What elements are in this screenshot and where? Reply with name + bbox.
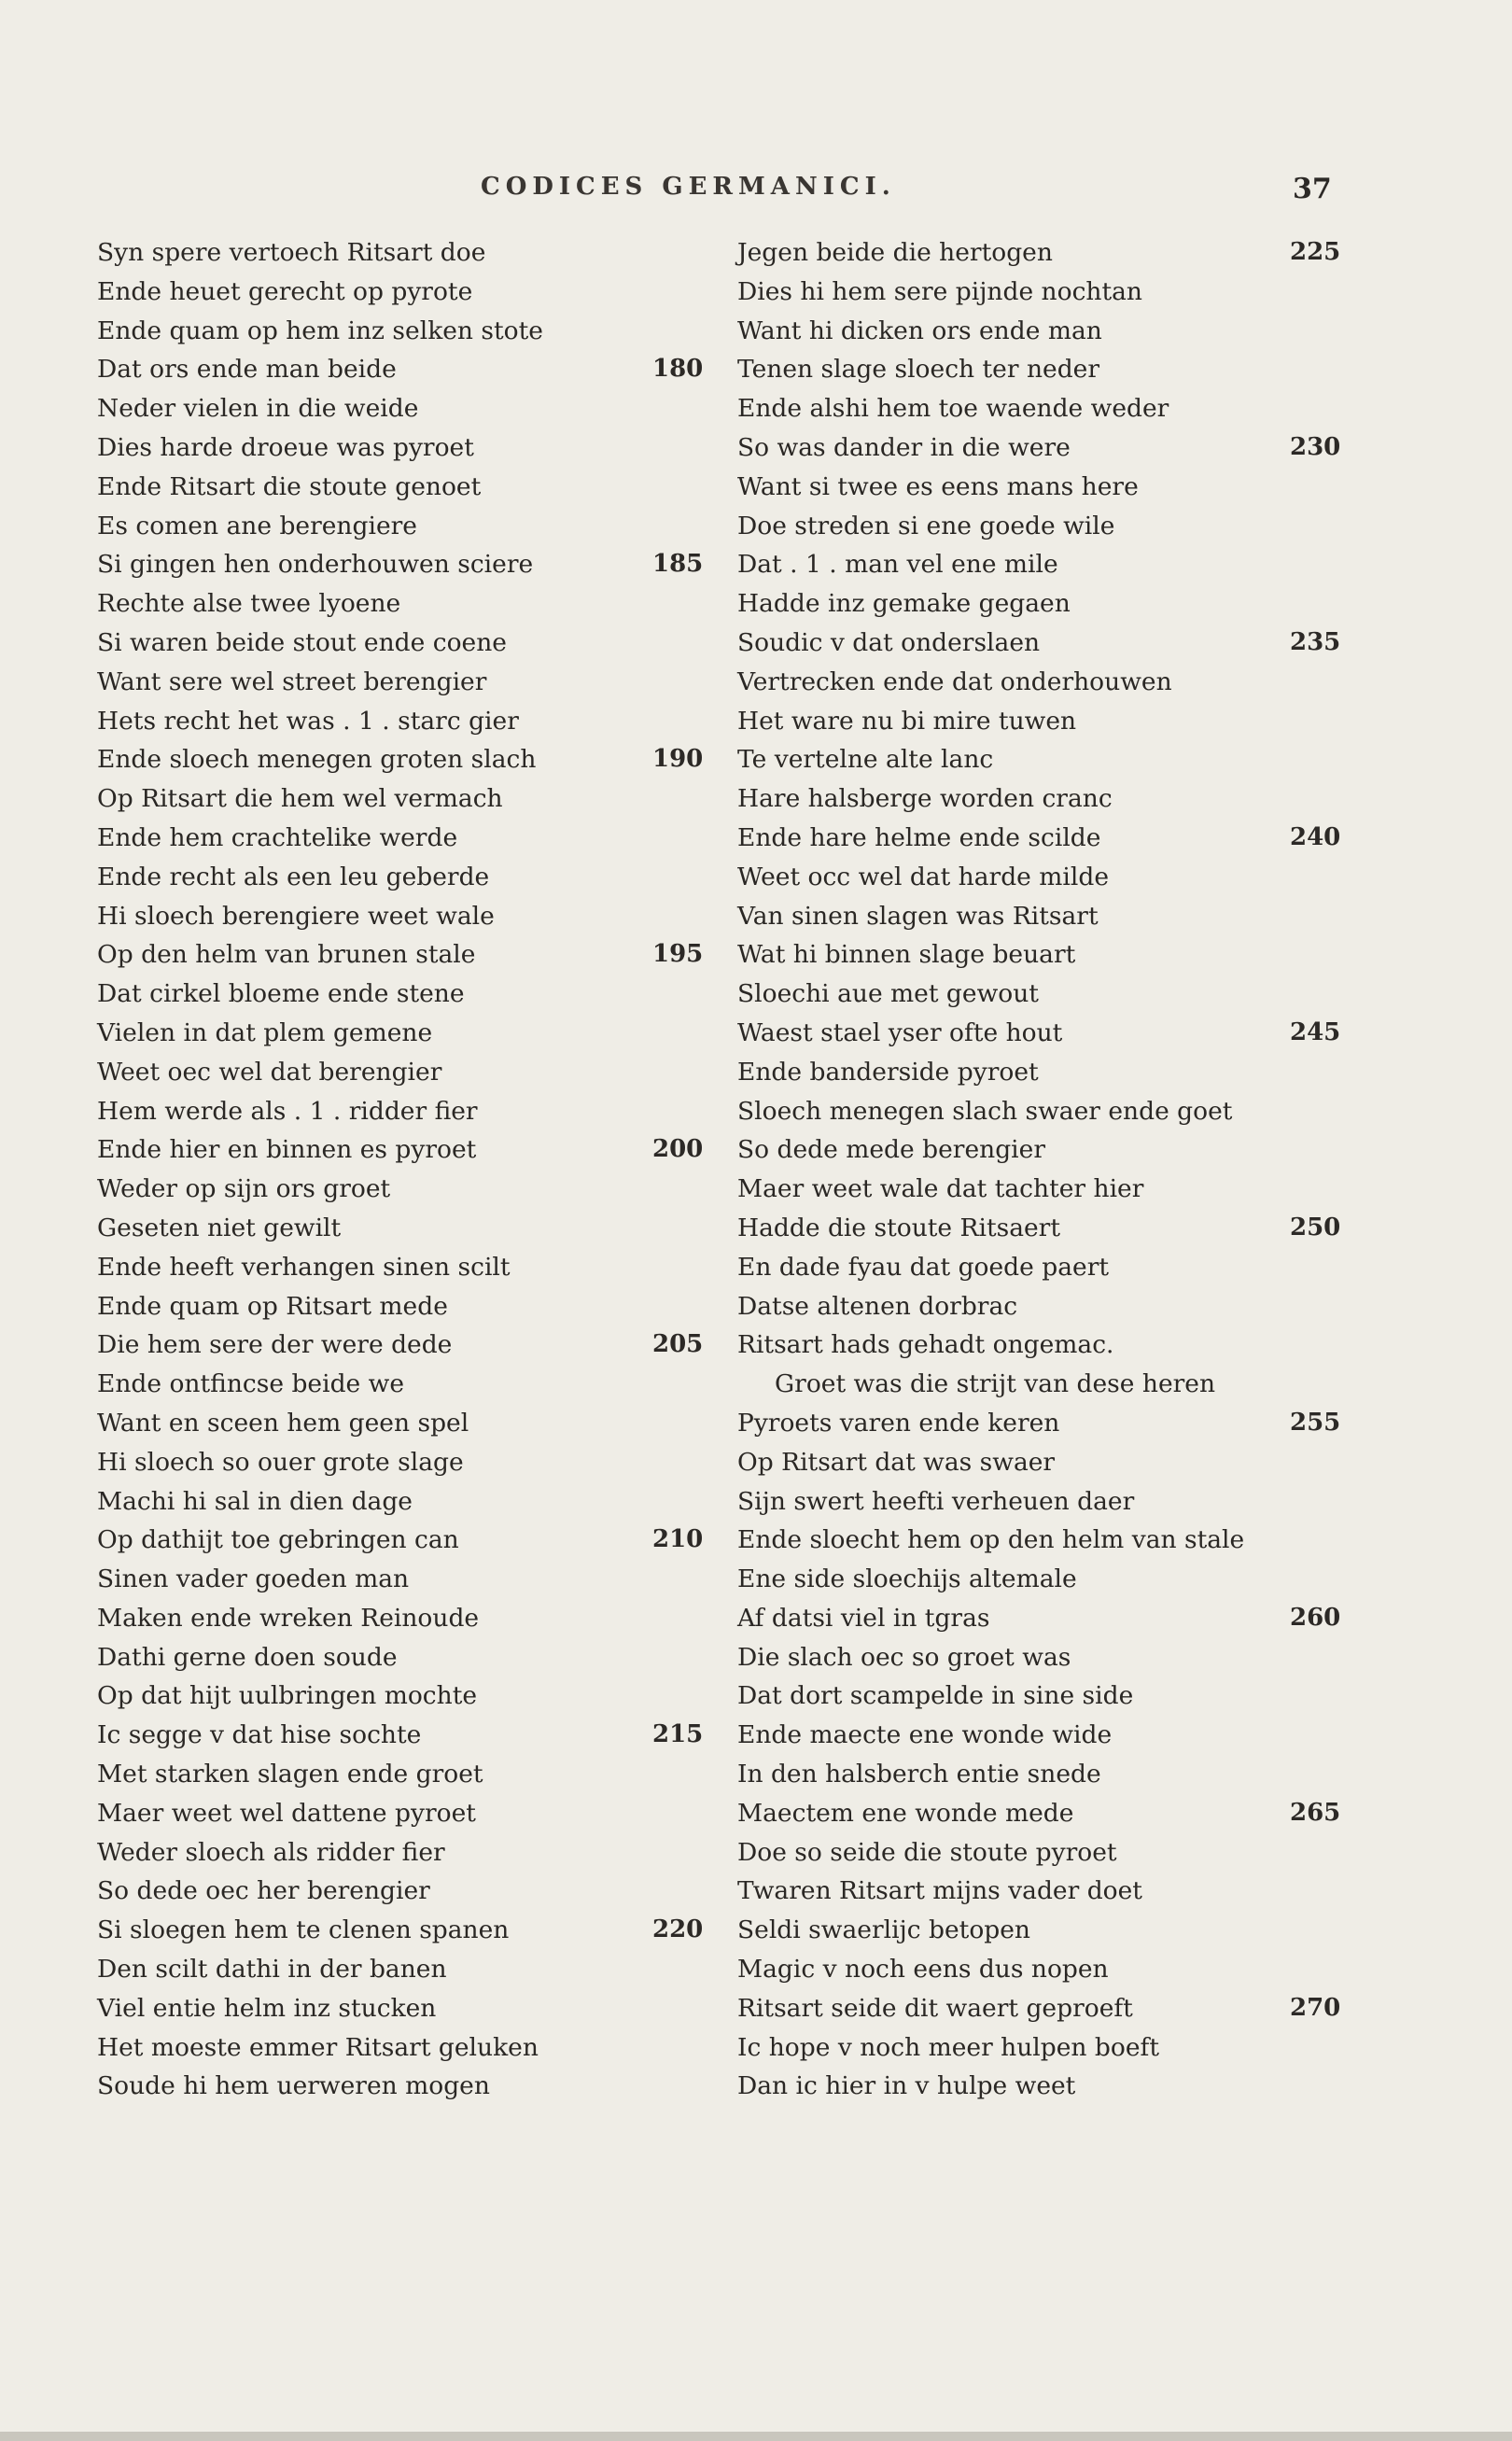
verse-line	[97, 1872, 722, 1911]
verse-line	[97, 1130, 722, 1170]
left-verse-column	[97, 233, 722, 2106]
verse-text: Weder op sijn ors groet	[97, 1174, 391, 1204]
verse-text: Want si twee es eens mans here	[737, 471, 1139, 501]
verse-line	[97, 507, 722, 546]
verse-text: Dat ors ende man beide	[97, 355, 397, 385]
verse-line	[737, 1833, 1372, 1873]
verse-text: Hets recht het was . 1 . starc gier	[97, 706, 519, 736]
verse-text: Ic segge v dat hise sochte	[97, 1720, 422, 1750]
verse-line	[97, 1950, 722, 1989]
verse-text: Op dathijt toe gebringen can	[97, 1525, 459, 1555]
verse-line	[737, 1599, 1372, 1638]
line-number: 260	[1290, 1603, 1341, 1632]
verse-line	[737, 975, 1372, 1014]
verse-line	[97, 935, 722, 975]
verse-text: Dat . 1 . man vel ene mile	[737, 550, 1058, 580]
verse-text: Vertrecken ende dat onderhouwen	[737, 666, 1172, 696]
verse-text: Hi sloech berengiere weet wale	[97, 901, 495, 931]
verse-text: Ritsart seide dit waert geproeft	[737, 1993, 1133, 2023]
verse-text: Es comen ane berengiere	[97, 511, 417, 540]
running-head	[0, 173, 1512, 210]
verse-text: Pyroets varen ende keren	[737, 1408, 1060, 1438]
verse-text: Neder vielen in die weide	[97, 394, 419, 424]
verse-line	[737, 507, 1372, 546]
verse-text: Maer weet wel dattene pyroet	[97, 1798, 476, 1828]
page-number: 37	[1293, 173, 1332, 205]
verse-text: Weder sloech als ridder fier	[97, 1837, 445, 1867]
verse-text: Si sloegen hem te clenen spanen	[97, 1915, 510, 1945]
verse-text: So was dander in die were	[737, 432, 1071, 462]
verse-text: Ende ontfincse beide we	[97, 1369, 404, 1399]
verse-line	[97, 897, 722, 936]
verse-line	[97, 1716, 722, 1755]
verse-text: Hem werde als . 1 . ridder fier	[97, 1096, 478, 1126]
verse-text: Ende recht als een leu geberde	[97, 862, 490, 891]
verse-text: Magic v noch eens dus nopen	[737, 1955, 1109, 1985]
line-number: 180	[652, 355, 704, 384]
verse-text: Ritsart hads gehadt ongemac.	[737, 1330, 1114, 1360]
line-number: 270	[1290, 1993, 1341, 2022]
verse-line	[737, 858, 1372, 897]
verse-line	[97, 1209, 722, 1248]
verse-text: Syn spere vertoech Ritsart doe	[97, 238, 486, 267]
verse-line	[737, 1014, 1372, 1053]
verse-line	[97, 545, 722, 584]
verse-text: Hare halsberge worden cranc	[737, 784, 1113, 814]
verse-line	[97, 2067, 722, 2106]
verse-line	[97, 1248, 722, 1287]
verse-text: Groet was die strijt van dese heren	[775, 1369, 1216, 1399]
verse-line	[737, 702, 1372, 741]
verse-text: Doe streden si ene goede wile	[737, 511, 1115, 540]
verse-text: Op dat hijt uulbringen mochte	[97, 1681, 478, 1711]
verse-text: Jegen beide die hertogen	[737, 238, 1053, 267]
verse-text: So dede mede berengier	[737, 1135, 1045, 1165]
line-number: 195	[652, 940, 704, 969]
verse-text: Maer weet wale dat tachter hier	[737, 1174, 1144, 1204]
verse-line	[97, 1911, 722, 1950]
verse-text: Sloechi aue met gewout	[737, 979, 1039, 1009]
verse-line	[737, 1911, 1372, 1950]
verse-text: Vielen in dat plem gemene	[97, 1017, 433, 1047]
verse-line	[737, 663, 1372, 702]
verse-text: Si waren beide stout ende coene	[97, 627, 507, 657]
verse-text: En dade fyau dat goede paert	[737, 1252, 1110, 1282]
verse-line	[737, 1248, 1372, 1287]
right-verse-column	[737, 233, 1372, 2106]
verse-text: Dat dort scampelde in sine side	[737, 1681, 1134, 1711]
verse-line	[97, 584, 722, 624]
verse-line	[97, 1599, 722, 1638]
verse-line	[737, 1950, 1372, 1989]
line-number: 210	[652, 1525, 704, 1554]
verse-line	[97, 273, 722, 312]
verse-line	[737, 428, 1372, 468]
verse-text: Geseten niet gewilt	[97, 1213, 342, 1242]
verse-text: Ende hare helme ende scilde	[737, 822, 1101, 852]
verse-text: Dan ic hier in v hulpe weet	[737, 2071, 1076, 2101]
verse-text: Ende Ritsart die stoute genoet	[97, 471, 482, 501]
verse-text: Waest stael yser ofte hout	[737, 1017, 1063, 1047]
verse-line	[97, 663, 722, 702]
verse-text: Ende sloecht hem op den helm van stale	[737, 1525, 1245, 1555]
line-number: 205	[652, 1330, 704, 1359]
line-number: 200	[652, 1135, 704, 1164]
verse-text: Ende hem crachtelike werde	[97, 822, 458, 852]
verse-text: Tenen slage sloech ter neder	[737, 355, 1100, 385]
verse-text: Te vertelne alte lanc	[737, 745, 994, 775]
line-number: 235	[1290, 627, 1341, 656]
line-number: 245	[1290, 1017, 1341, 1046]
page-bottom-edge	[0, 2432, 1512, 2441]
verse-line	[737, 1716, 1372, 1755]
line-number: 185	[652, 550, 704, 579]
verse-text: Weet occ wel dat harde milde	[737, 862, 1110, 891]
verse-text: Met starken slagen ende groet	[97, 1760, 483, 1789]
verse-text: Want sere wel street berengier	[97, 666, 487, 696]
verse-line	[97, 233, 722, 273]
verse-text: Af datsi viel in tgras	[737, 1603, 990, 1633]
verse-line	[737, 389, 1372, 428]
verse-line	[97, 1365, 722, 1404]
verse-text: Weet oec wel dat berengier	[97, 1057, 442, 1087]
verse-line	[737, 1638, 1372, 1677]
verse-text: Seldi swaerlijc betopen	[737, 1915, 1031, 1945]
verse-text: Dat cirkel bloeme ende stene	[97, 979, 465, 1009]
verse-line	[97, 1560, 722, 1599]
verse-text: Ende heuet gerecht op pyrote	[97, 276, 473, 306]
verse-line	[97, 389, 722, 428]
verse-text: Ende alshi hem toe waende weder	[737, 394, 1169, 424]
verse-text: Ene side sloechijs altemale	[737, 1564, 1077, 1594]
verse-text: Maectem ene wonde mede	[737, 1798, 1074, 1828]
verse-text: Het moeste emmer Ritsart geluken	[97, 2032, 539, 2062]
verse-text: Ende sloech menegen groten slach	[97, 745, 537, 775]
verse-line	[737, 1989, 1372, 2028]
line-number: 255	[1290, 1408, 1341, 1437]
verse-line	[737, 2028, 1372, 2068]
verse-text: Twaren Ritsart mijns vader doet	[737, 1876, 1142, 1906]
verse-line	[97, 975, 722, 1014]
verse-text: So dede oec her berengier	[97, 1876, 430, 1906]
verse-line	[737, 273, 1372, 312]
verse-line	[737, 1287, 1372, 1326]
verse-text: Sijn swert heefti verheuen daer	[737, 1486, 1135, 1516]
verse-text: Soude hi hem uerweren mogen	[97, 2071, 490, 2101]
verse-line	[737, 819, 1372, 858]
verse-line	[737, 1521, 1372, 1560]
verse-line	[97, 428, 722, 468]
verse-line	[97, 1287, 722, 1326]
verse-line	[97, 819, 722, 858]
verse-line	[737, 545, 1372, 584]
verse-text: Viel entie helm inz stucken	[97, 1993, 437, 2023]
verse-line	[737, 1053, 1372, 1092]
verse-line	[97, 1989, 722, 2028]
verse-line	[737, 897, 1372, 936]
page-title: CODICES GERMANICI.	[481, 173, 896, 201]
verse-line	[97, 624, 722, 663]
verse-line	[737, 740, 1372, 779]
verse-line	[97, 1326, 722, 1365]
line-number: 190	[652, 745, 704, 774]
verse-line	[97, 779, 722, 819]
verse-line	[737, 1092, 1372, 1131]
verse-line	[737, 2067, 1372, 2106]
verse-line	[97, 1170, 722, 1209]
verse-line	[97, 1794, 722, 1833]
line-number: 250	[1290, 1213, 1341, 1242]
verse-line	[97, 2028, 722, 2068]
line-number: 240	[1290, 822, 1341, 851]
verse-text: Ende heeft verhangen sinen scilt	[97, 1252, 511, 1282]
verse-line	[737, 312, 1372, 351]
verse-text: Ende quam op hem inz selken stote	[97, 316, 543, 345]
verse-text: Datse altenen dorbrac	[737, 1291, 1018, 1321]
verse-text: Wat hi binnen slage beuart	[737, 940, 1076, 970]
verse-text: Rechte alse twee lyoene	[97, 589, 401, 619]
verse-text: Hadde die stoute Ritsaert	[737, 1213, 1060, 1242]
verse-text: Want hi dicken ors ende man	[737, 316, 1102, 345]
verse-text: Ende banderside pyroet	[737, 1057, 1039, 1087]
verse-line	[97, 1833, 722, 1873]
verse-line	[97, 1092, 722, 1131]
verse-text: Si gingen hen onderhouwen sciere	[97, 550, 534, 580]
line-number: 215	[652, 1720, 704, 1749]
line-number: 220	[652, 1915, 704, 1944]
verse-line	[737, 1794, 1372, 1833]
verse-line	[97, 1676, 722, 1716]
verse-text: Hadde inz gemake gegaen	[737, 589, 1071, 619]
verse-text: Die hem sere der were dede	[97, 1330, 453, 1360]
verse-line	[737, 624, 1372, 663]
verse-line	[737, 468, 1372, 507]
verse-text: Ende maecte ene wonde wide	[737, 1720, 1113, 1750]
verse-line	[737, 1676, 1372, 1716]
verse-line	[737, 1365, 1372, 1404]
verse-line	[97, 468, 722, 507]
verse-line	[97, 350, 722, 389]
verse-line	[737, 935, 1372, 975]
verse-line	[737, 1755, 1372, 1794]
verse-text: Het ware nu bi mire tuwen	[737, 706, 1077, 736]
verse-text: Sinen vader goeden man	[97, 1564, 410, 1594]
verse-line	[97, 702, 722, 741]
verse-line	[97, 1482, 722, 1522]
verse-line	[737, 1170, 1372, 1209]
verse-line	[97, 740, 722, 779]
verse-text: Van sinen slagen was Ritsart	[737, 901, 1099, 931]
verse-text: Soudic v dat onderslaen	[737, 627, 1041, 657]
line-number: 230	[1290, 432, 1341, 461]
verse-text: Die slach oec so groet was	[737, 1642, 1071, 1672]
verse-line	[737, 1560, 1372, 1599]
verse-line	[737, 1482, 1372, 1522]
verse-line	[737, 233, 1372, 273]
verse-line	[97, 1014, 722, 1053]
verse-text: Doe so seide die stoute pyroet	[737, 1837, 1117, 1867]
verse-text: Ende quam op Ritsart mede	[97, 1291, 448, 1321]
verse-line	[97, 1638, 722, 1677]
verse-line	[97, 1755, 722, 1794]
verse-line	[737, 1443, 1372, 1482]
verse-text: Op Ritsart die hem wel vermach	[97, 784, 503, 814]
verse-text: Ende hier en binnen es pyroet	[97, 1135, 477, 1165]
verse-line	[97, 1053, 722, 1092]
verse-text: Maken ende wreken Reinoude	[97, 1603, 480, 1633]
verse-text: Den scilt dathi in der banen	[97, 1955, 447, 1985]
verse-line	[737, 779, 1372, 819]
verse-line	[97, 1404, 722, 1443]
verse-line	[97, 1443, 722, 1482]
verse-line	[97, 858, 722, 897]
verse-line	[97, 1521, 722, 1560]
verse-text: Op Ritsart dat was swaer	[737, 1447, 1056, 1477]
verse-line	[737, 1872, 1372, 1911]
verse-text: Ic hope v noch meer hulpen boeft	[737, 2032, 1159, 2062]
verse-line	[737, 1209, 1372, 1248]
verse-text: Want en sceen hem geen spel	[97, 1408, 469, 1438]
verse-line	[737, 1130, 1372, 1170]
verse-text: Sloech menegen slach swaer ende goet	[737, 1096, 1233, 1126]
verse-text: Dathi gerne doen soude	[97, 1642, 398, 1672]
verse-text: Dies harde droeue was pyroet	[97, 432, 474, 462]
verse-line	[97, 312, 722, 351]
verse-text: Hi sloech so ouer grote slage	[97, 1447, 464, 1477]
verse-text: In den halsberch entie snede	[737, 1760, 1101, 1789]
line-number: 265	[1290, 1798, 1341, 1827]
verse-line	[737, 350, 1372, 389]
verse-line	[737, 1404, 1372, 1443]
verse-text: Op den helm van brunen stale	[97, 940, 476, 970]
verse-line	[737, 584, 1372, 624]
line-number: 225	[1290, 238, 1341, 266]
verse-text: Machi hi sal in dien dage	[97, 1486, 413, 1516]
verse-text: Dies hi hem sere pijnde nochtan	[737, 276, 1142, 306]
verse-line	[737, 1326, 1372, 1365]
